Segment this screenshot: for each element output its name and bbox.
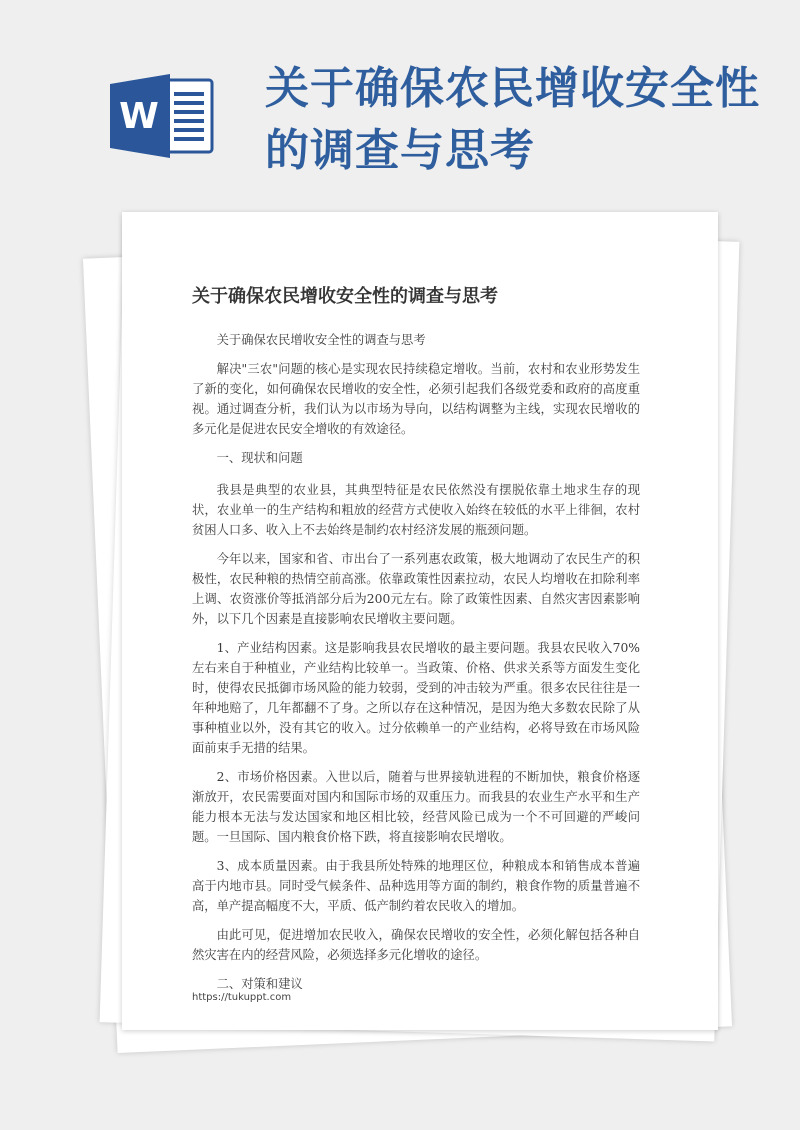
paragraph: 2、市场价格因素。入世以后，随着与世界接轨进程的不断加快，粮食价格逐渐放开，农民需要面对国内和国际市场的双重压力。而我县的农业生产水平和生产能力根本无法与发达国家和地区相比较，经营风险已成为一个不可回避的严峻问题。一旦国际、国内粮食价格下跌，将直接影响农民增收。 (192, 770, 640, 844)
page-title: 关于确保农民增收安全性的调查与思考 (265, 63, 760, 176)
section-heading-measures: 二、对策和建议 (216, 977, 303, 991)
section-heading-status: 一、现状和问题 (216, 451, 303, 465)
paragraph-intro: 解决"三农"问题的核心是实现农民持续稳定增收。当前，农村和农业形势发生了新的变化，如何确保农民增收的安全性，必须引起我们各级党委和政府的高度重视。通过调查分析，我们认为以市场为导向，以结构调整为主线，实现农民增收的多元化是促进农民安全增收的有效途径。 (192, 362, 640, 436)
paragraph: 1、产业结构因素。这是影响我县农民增收的最主要问题。我县农民收入70%左右来自于种植业，产业结构比较单一。当政策、价格、供求关系等方面发生变化时，使得农民抵御市场风险的能力较弱，受到的冲击较为严重。很多农民往往是一年种地赔了，几年都翻不了身。之所以存在这种情况，是因为绝大多数农民除了从事种植业以外，没有其它的收入。过分依赖单一的产业结构，必将导致在市场风险面前束手无措的结果。 (192, 641, 640, 755)
document-page (122, 212, 718, 1030)
svg-text:W: W (119, 96, 159, 137)
paragraph: 今年以来，国家和省、市出台了一系列惠农政策，极大地调动了农民生产的积极性，农民种粮的热情空前高涨。依靠政策性因素拉动，农民人均增收在扣除利率上调、农资涨价等抵消部分后为200元左右。除了政策性因素、自然灾害因素影响外，以下几个因素是直接影响农民增收主要问题。 (192, 552, 640, 626)
document-body (192, 330, 640, 1006)
footer-url: https://tukuppt.com (192, 992, 292, 1003)
document-title: 关于确保农民增收安全性的调查与思考 (192, 286, 498, 307)
paragraph-subtitle: 关于确保农民增收安全性的调查与思考 (216, 333, 426, 347)
word-document-icon (108, 72, 216, 160)
paragraph: 我县是典型的农业县，其典型特征是农民依然没有摆脱依靠土地求生存的现状，农业单一的生产结构和粗放的经营方式使收入始终在较低的水平上徘徊，农村贫困人口多、收入上不去始终是制约农村经济发展的瓶颈问题。 (192, 483, 640, 537)
paragraph: 3、成本质量因素。由于我县所处特殊的地理区位，种粮成本和销售成本普遍高于内地市县。同时受气候条件、品种选用等方面的制约，粮食作物的质量普遍不高，单产提高幅度不大，平质、低产制约着农民收入的增加。 (192, 859, 640, 913)
paragraph: 由此可见，促进增加农民收入，确保农民增收的安全性，必须化解包括各种自然灾害在内的经营风险，必须选择多元化增收的途径。 (192, 928, 640, 962)
